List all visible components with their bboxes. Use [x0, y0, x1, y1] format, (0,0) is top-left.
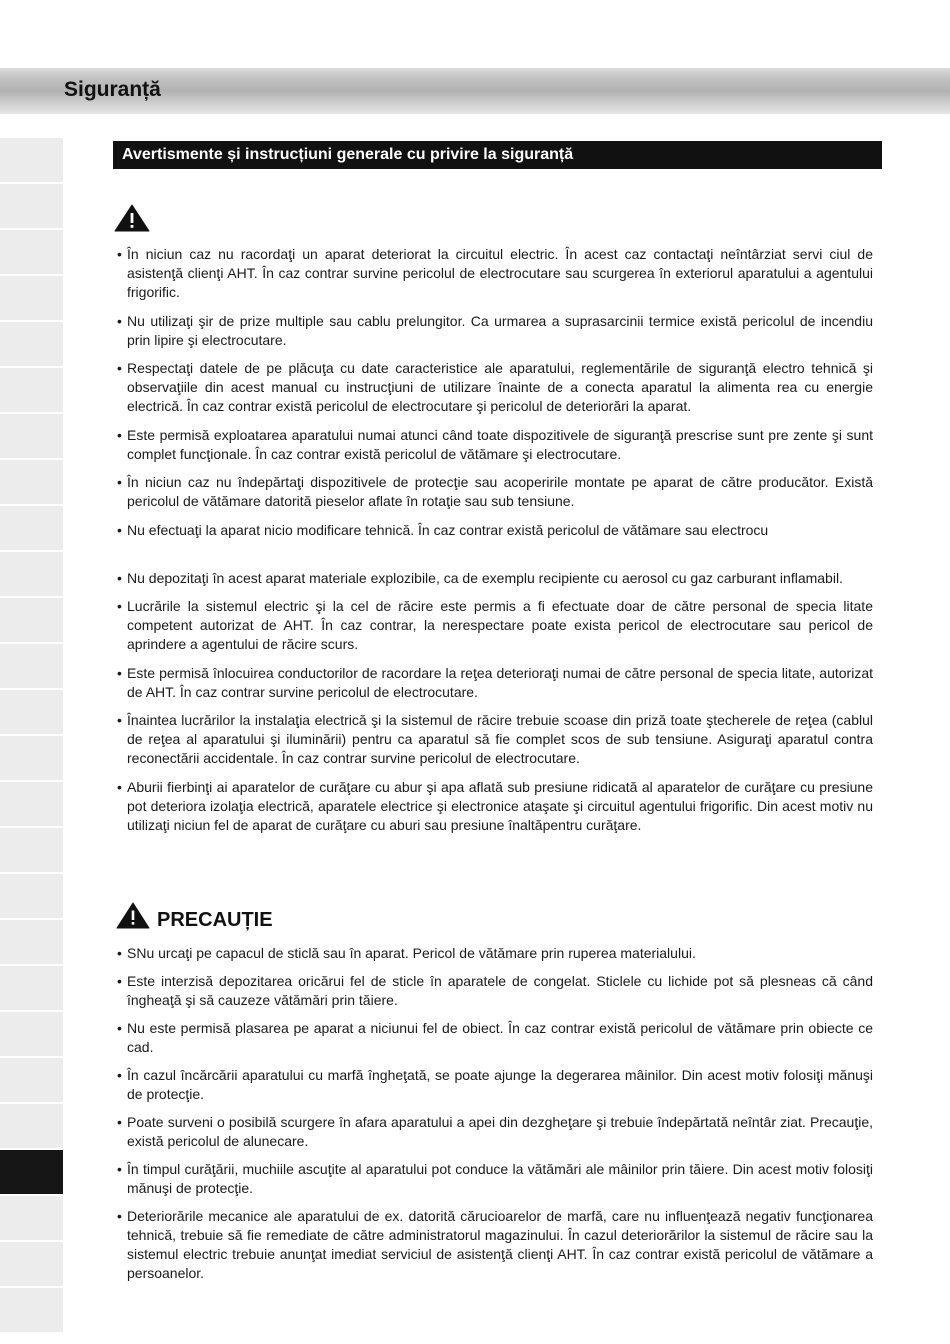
warning-triangle-icon	[114, 204, 150, 232]
side-tab[interactable]	[0, 1196, 63, 1240]
list-item: • Respectaţi datele de pe plăcuţa cu date caracteristice ale aparatului, reglementările de siguranţă electro tehnică şi observaţiile din acest manual cu instrucţiuni de utilizare înainte de a conecta aparatul la alimenta rea cu energie electrică. În caz contrar există pericolul de electrocutare şi pericolul de deteriorări la aparat.	[117, 359, 873, 416]
list-item: • Nu utilizaţi şir de prize multiple sau cablu prelungitor. Ca urmarea a suprasarcinii termice există pericolul de incendiu prin lipire şi electrocutare.	[117, 312, 873, 350]
list-item: • Deteriorările mecanice ale aparatului de ex. datorită cărucioarelor de marfă, care nu influenţează negativ funcţionarea tehnică, trebuie să fie remediate de către administratorul magazinului. În cazul deteriorărilor la sistemul de răcire sau la sistemul electric trebuie anunţat imediat serviciul de asistenţă clienţi AHT. În caz contrar există pericolul de vătămare a persoanelor.	[117, 1207, 873, 1283]
side-tab[interactable]	[0, 828, 63, 872]
list-item: • În timpul curăţării, muchiile ascuţite al aparatului pot conduce la vătămări ale mâinilor prin tăiere. Din acest motiv folosiţi mănuşi de protecţie.	[117, 1160, 873, 1198]
side-tab[interactable]	[0, 736, 63, 780]
side-tab[interactable]	[0, 598, 63, 642]
list-item: • Aburii fierbinţi ai aparatelor de curăţare cu abur şi apa aflată sub presiune ridicată al aparatelor de curăţare cu presiune pot deteriora izolaţia electrică, aparatele electrice şi electronice ataşate şi circuitul agentului frigorific. Din acest motiv nu utilizaţi niciun fel de aparat de curăţare cu aburi sau presiune înaltăpentru curăţare.	[117, 778, 873, 835]
side-tab[interactable]	[0, 414, 63, 458]
side-tab[interactable]	[0, 1242, 63, 1286]
side-tab-strip	[0, 138, 63, 1334]
list-item: • Nu este permisă plasarea pe aparat a niciunui fel de obiect. În caz contrar există pericolul de vătămare prin obiecte ce cad.	[117, 1019, 873, 1057]
page-title: Siguranță	[64, 78, 161, 101]
side-tab[interactable]	[0, 368, 63, 412]
list-item: • Este permisă înlocuirea conductorilor de racordare la reţea deterioraţi numai de către personal de specia litate, autorizat de AHT. În caz contrar survine pericolul de electrocutare.	[117, 664, 873, 702]
side-tab[interactable]	[0, 138, 63, 182]
caution-heading: PRECAUȚIE	[157, 909, 273, 931]
list-item: • În niciun caz nu racordaţi un aparat deteriorat la circuitul electric. În acest caz contactaţi neîntârziat servi ciul de asistenţă clienţi AHT. În caz contrar survine pericolul de electrocutare sau scurgerea în exteriorul aparatului a agentului frigorific.	[117, 245, 873, 302]
side-tab[interactable]	[0, 184, 63, 228]
list-item: • SNu urcaţi pe capacul de sticlă sau în aparat. Pericol de vătămare prin ruperea materialului.	[117, 944, 873, 963]
list-item: • Înaintea lucrărilor la instalaţia electrică şi la sistemul de răcire trebuie scoase din priză toate ştecherele de reţea (cablul de reţea al aparatului şi iluminării) pentru ca aparatul să fie complet scos de sub tensiune. Asiguraţi aparatul contra reconectării accidentale. În caz contrar survine pericolul de electrocutare.	[117, 711, 873, 768]
caution-triangle-icon	[116, 902, 150, 929]
list-item: • În niciun caz nu îndepărtaţi dispozitivele de protecţie sau acoperirile montate pe aparat de către producător. Există pericolul de vătămare datorită pieselor aflate în rotaţie sau sub tensiune.	[117, 473, 873, 511]
side-tab[interactable]	[0, 920, 63, 964]
side-tab[interactable]	[0, 1012, 63, 1056]
list-item: • Lucrările la sistemul electric şi la cel de răcire este permis a fi efectuate doar de către personal de specia litate competent autorizat de AHT. În caz contrar, la nerespectare poate exista pericol de electrocutare sau pericol de aprindere a agentului de răcire scurs.	[117, 597, 873, 654]
list-item: • Poate surveni o posibilă scurgere în afara aparatului a apei din dezgheţare şi trebuie îndepărtată neîntâr ziat. Precauţie, există pericolul de alunecare.	[117, 1113, 873, 1151]
side-tab[interactable]	[0, 276, 63, 320]
side-tab-active[interactable]	[0, 1150, 63, 1194]
side-tab[interactable]	[0, 690, 63, 734]
side-tab[interactable]	[0, 644, 63, 688]
side-tab[interactable]	[0, 1058, 63, 1102]
side-tab[interactable]	[0, 1104, 63, 1148]
list-item: • Nu efectuaţi la aparat nicio modificare tehnică. În caz contrar există pericolul de vătămare sau electrocu	[117, 521, 873, 540]
list-item: • Este interzisă depozitarea oricărui fel de sticle în aparatele de congelat. Sticlele cu lichide pot să plesneas că când îngheaţă şi să cauzeze vătămări prin tăiere.	[117, 972, 873, 1010]
side-tab[interactable]	[0, 506, 63, 550]
side-tab[interactable]	[0, 460, 63, 504]
side-tab[interactable]	[0, 966, 63, 1010]
side-tab[interactable]	[0, 874, 63, 918]
side-tab[interactable]	[0, 230, 63, 274]
section-heading: Avertismente și instrucțiuni generale cu privire la siguranță	[113, 141, 882, 169]
list-item: • Nu depozitaţi în acest aparat materiale explozibile, ca de exemplu recipiente cu aerosol cu gaz carburant inflamabil.	[117, 569, 873, 588]
side-tab[interactable]	[0, 1288, 63, 1332]
list-item: • Este permisă exploatarea aparatului numai atunci când toate dispozitivele de siguranţă prescrise sunt pre zente şi sunt complet funcţionale. În caz contrar există pericolul de vătămare şi electrocutare.	[117, 426, 873, 464]
side-tab[interactable]	[0, 322, 63, 366]
list-item: • În cazul încărcării aparatului cu marfă îngheţată, se poate ajunge la degerarea mâinilor. Din acest motiv folosiţi mănuşi de protecţie.	[117, 1066, 873, 1104]
side-tab[interactable]	[0, 782, 63, 826]
side-tab[interactable]	[0, 552, 63, 596]
caution-list	[117, 944, 873, 1292]
warning-list	[117, 245, 873, 845]
